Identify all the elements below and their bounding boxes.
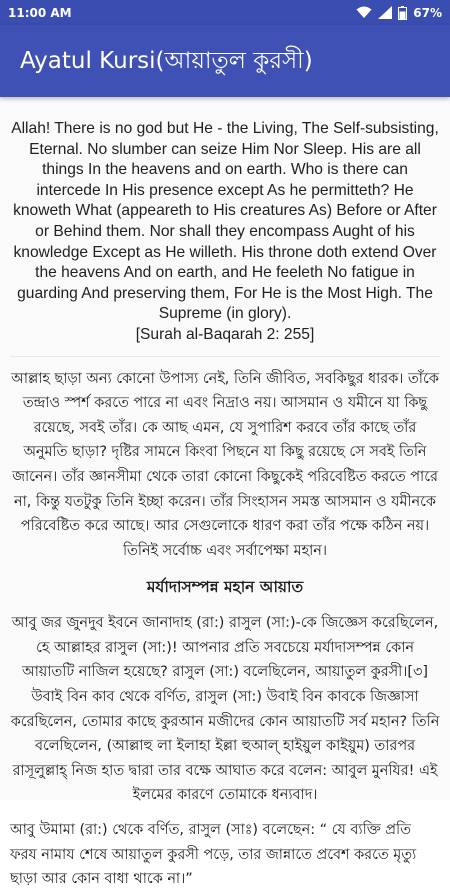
- battery-percent: 67%: [413, 5, 442, 20]
- status-time: 11:00 AM: [8, 5, 72, 20]
- status-icons: [356, 6, 442, 20]
- surah-reference: [Surah al-Baqarah 2: 255]: [135, 325, 315, 343]
- signal-icon: [378, 6, 392, 19]
- hadith-paragraph-2: আবু উমামা (রা:) থেকে বর্ণিত, রাসুল (সাঃ) বলেছেন: “ যে ব্যক্তি প্রতি ফরয নামায শেষে আয়াতুল কুরসী পড়ে, তার জান্নাতে প্রবেশ করতে মৃত্যু ছাড়া আর কোন বাধা থাকে না।”: [10, 822, 417, 888]
- app-title: Ayatul Kursi(আয়াতুল কুরসী): [20, 47, 313, 74]
- wifi-icon: [356, 6, 372, 19]
- english-translation: [10, 119, 440, 346]
- section-heading: মর্যাদাসম্পন্ন মহান আয়াত: [146, 578, 304, 597]
- hadith-paragraph-1: আবু জর জুনদুব ইবনে জানাদাহ (রা:) রাসুল (সা:)-কে জিজ্ঞেস করেছিলেন, হে আল্লাহর রাসুল (সা:)! আপনার প্রতি সবচেয়ে মর্যাদাসম্পন্ন কোন আয়াতটি নাজিল হয়েছে? রাসুল (সা:) বলেছিলেন, আয়াতুল কুরসী।[৩] উবাই বিন কাব থেকে বর্ণিত, রাসুল (সা:) উবাই বিন কাবকে জিজ্ঞাসা করেছিলেন, তোমার কাছে কুরআন মজীদের কোন আয়াতটি সর্ব মহান? তিনি বলেছিলেন, (আল্লাহু লা ইলাহা ইল্লা হুআল্ হাইয়ুল কাইয়ুম) তারপর রাসূলুল্লাহ্ নিজ হাত দ্বারা তার বক্ষে আঘাত করে বলেন: আবুল মুনযির! এই ইলমের কারণে তোমাকে ধন্যবাদ।: [10, 615, 440, 804]
- app-bar: [0, 25, 450, 97]
- english-translation-text: Allah! There is no god but He - the Living, The Self-subsisting, Eternal. No slumber can seize Him Nor Sleep. His are all things In the heavens and on earth. Who is there can intercede In His presence except As he permitteth? He knoweth What (appeareth to His creatures As) Before or After or Behind them. Nor shall they encompass Aught of his knowledge Except as He willeth. His throne doth extend Over the heavens And on earth, and He feeleth No fatigue in guarding And preserving them, For He is the Most High. The Supreme (in glory).: [11, 120, 439, 323]
- status-bar: [0, 0, 450, 25]
- battery-icon: [398, 6, 407, 20]
- bangla-translation: আল্লাহ ছাড়া অন্য কোনো উপাস্য নেই, তিনি জীবিত, সবকিছুর ধারক। তাঁকে তন্দ্রাও স্পর্শ করতে পারে না এবং নিদ্রাও নয়। আসমান ও যমীনে যা কিছু রয়েছে, সবই তাঁর। কে আছ এমন, যে সুপারিশ করবে তাঁর কাছে তাঁর অনুমতি ছাড়া? দৃষ্টির সামনে কিংবা পিছনে যা কিছু রয়েছে সে সবই তিনি জানেন। তাঁর জ্ঞানসীমা থেকে তারা কোনো কিছুকেই পরিবেষ্টিত করতে পারে না, কিন্তু যতটুকু তিনি ইচ্ছা করেন। তাঁর সিংহাসন সমস্ত আসমান ও যমীনকে পরিবেষ্টিত করে আছে। আর সেগুলোকে ধারণ করা তাঁর পক্ষে কঠিন নয়। তিনিই সর্বোচ্চ এবং সর্বাপেক্ষা মহান।: [11, 370, 439, 559]
- divider: [10, 356, 440, 357]
- content-scroll-area[interactable]: [0, 97, 450, 888]
